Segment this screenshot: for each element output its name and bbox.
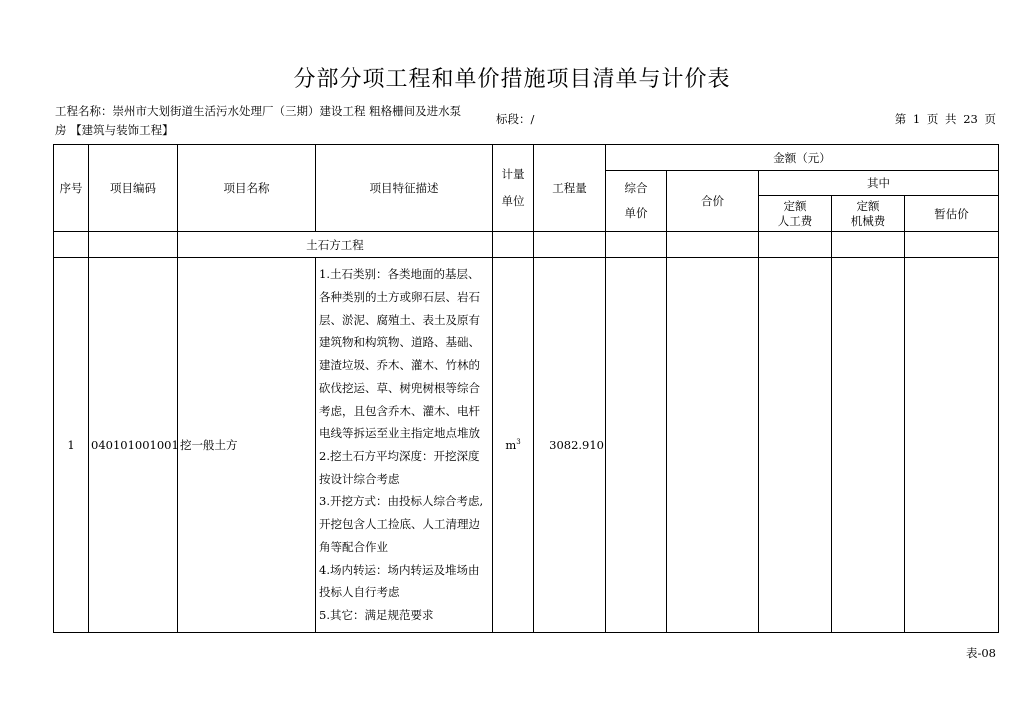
desc-line: 开挖包含人工捡底、人工清理边	[319, 517, 480, 532]
row-labor	[759, 258, 832, 633]
section-row-name: 土石方工程	[178, 232, 493, 258]
row-provisional	[905, 258, 999, 633]
header-labor	[759, 196, 832, 232]
form-number: 表-08	[965, 646, 996, 660]
project-name	[55, 102, 485, 140]
header-labor-line2: 人工费	[777, 213, 813, 228]
header-machine	[832, 196, 905, 232]
header-unit-price-line1: 综合	[624, 181, 648, 195]
header-provisional: 暂估价	[905, 196, 999, 232]
row-unit-base: m	[505, 438, 517, 452]
desc-line: 4.场内转运：场内转运及堆场由	[319, 562, 480, 577]
row-qty: 3082.910	[534, 258, 606, 633]
row-code: 040101001001	[89, 258, 178, 633]
header-of-which: 其中	[759, 171, 999, 196]
desc-line: 1.土石类别：各类地面的基层、	[319, 267, 480, 282]
section-label: 标段：/	[496, 112, 535, 126]
header-desc: 项目特征描述	[316, 145, 493, 232]
header-machine-line1: 定额	[856, 198, 880, 213]
header-unit-price	[606, 171, 667, 232]
header-name: 项目名称	[178, 145, 316, 232]
project-name-line1: 工程名称：崇州市大划街道生活污水处理厂（三期）建设工程 粗格栅间及进水泵	[55, 104, 462, 118]
row-unit	[493, 258, 534, 633]
page-title: 分部分项工程和单价措施项目清单与计价表	[293, 67, 731, 92]
desc-line: 按设计综合考虑	[319, 471, 400, 486]
page-info: 第 1 页 共 23 页	[894, 112, 996, 126]
header-unit-line1: 计量	[501, 167, 525, 181]
row-seq: 1	[54, 258, 89, 633]
desc-line: 投标人自行考虑	[319, 585, 400, 600]
desc-line: 建筑物和构筑物、道路、基础、	[319, 335, 480, 350]
row-unit-sup: 3	[516, 438, 521, 447]
header-code: 项目编码	[89, 145, 178, 232]
header-unit-line2: 单位	[501, 194, 525, 208]
desc-line: 5.其它：满足规范要求	[319, 607, 434, 622]
desc-line: 砍伐挖运、草、树兜树根等综合	[319, 380, 480, 395]
row-machine	[832, 258, 905, 633]
row-description	[316, 258, 493, 633]
project-name-line2: 房 【建筑与装饰工程】	[55, 123, 174, 137]
header-seq: 序号	[54, 145, 89, 232]
header-unit-price-line2: 单价	[624, 206, 648, 220]
table-row	[54, 258, 999, 633]
bill-of-quantities-table	[53, 144, 999, 633]
desc-line: 电线等拆运至业主指定地点堆放	[319, 426, 480, 441]
desc-line: 2.挖土石方平均深度：开挖深度	[319, 449, 480, 463]
header-amount: 金额（元）	[606, 145, 999, 171]
header-unit	[493, 145, 534, 232]
desc-line: 考虑，且包含乔木、灌木、电杆	[319, 403, 480, 418]
desc-line: 角等配合作业	[319, 539, 388, 554]
header-machine-line2: 机械费	[850, 213, 886, 228]
header-qty: 工程量	[534, 145, 606, 232]
desc-line: 建渣垃圾、乔木、灌木、竹林的	[319, 358, 480, 373]
header-labor-line1: 定额	[783, 198, 807, 213]
desc-line: 层、淤泥、腐殖土、表土及原有	[319, 312, 480, 327]
section-row	[54, 232, 999, 258]
row-total	[667, 258, 759, 633]
desc-line: 各种类别的土方或卵石层、岩石	[319, 290, 480, 305]
row-unit-price	[606, 258, 667, 633]
header-total: 合价	[667, 171, 759, 232]
desc-line: 3.开挖方式：由投标人综合考虑,	[319, 494, 484, 509]
row-name: 挖一般土方	[178, 258, 316, 633]
